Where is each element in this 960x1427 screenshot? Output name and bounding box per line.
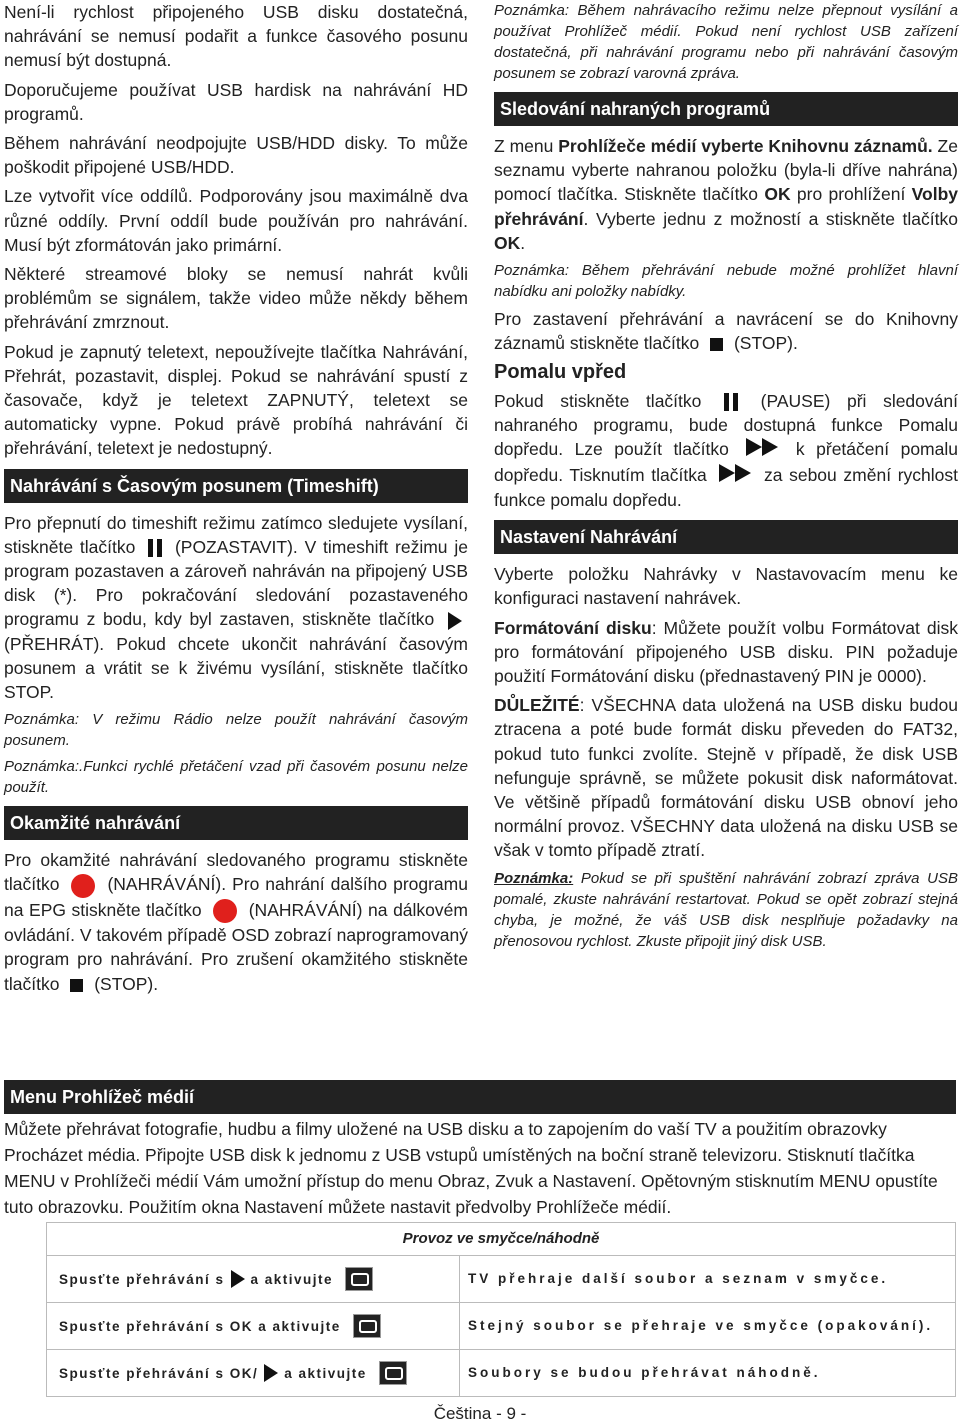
- text: DŮLEŽITÉ: [494, 695, 580, 716]
- page-footer: Čeština - 9 -: [433, 1404, 527, 1423]
- play-icon: [231, 1270, 245, 1288]
- fast-forward-icon: [719, 464, 751, 488]
- text: Pro zastavení přehrávání a navrácení se do Knihovny záznamů stiskněte tlačítko: [494, 309, 958, 354]
- text: (STOP).: [733, 333, 798, 354]
- paragraph: Není-li rychlost připojeného USB disku dostatečná, nahrávání se nemusí podařit a funkce časového posunu nemusí být dostupná.: [4, 2, 468, 71]
- text: Pro okamžité nahrávání sledovaného programu stiskněte tlačítko: [4, 850, 468, 895]
- format-paragraph: [494, 616, 958, 689]
- text: a aktivujte: [250, 1271, 334, 1287]
- timeshift-heading: Nahrávání s Časovým posunem (Timeshift): [4, 469, 468, 503]
- text: : VŠECHNA data uložená na USB disku budou ztracena a poté bude formát disku převeden do FAT32, pokud tuto funkci zvolíte. Stejně v případě, že disk USB nefunguje správně, se můžete pokusit disk naformátovat. Ve většině případů formátování disku USB obnoví jeho normální provoz. VŠECHNY data uložená na disku USB se však v tomto případě ztratí.: [494, 695, 958, 861]
- text: Poznámka:: [494, 869, 574, 887]
- stop-paragraph: [494, 307, 958, 355]
- play-icon: [448, 612, 462, 630]
- watch-paragraph: Z menu Prohlížeče médií vyberte Knihovnu záznamů. Ze seznamu vyberte nahranou položku (byla-li dříve nahrána) pomocí tlačítka. Stiskněte tlačítko OK pro prohlížení Volby přehrávání. Vyberte jednu z možností a stiskněte tlačítko OK.: [494, 136, 959, 253]
- note: Poznámka: Během přehrávání nebude možné prohlížet hlavní nabídku ani položky nabídky.: [494, 262, 958, 301]
- text: (STOP).: [94, 973, 159, 994]
- instant-paragraph: [4, 848, 468, 996]
- table-cell: [47, 1361, 459, 1385]
- instant-recording-heading: Okamžité nahrávání: [4, 806, 468, 840]
- text: Pro přepnutí do timeshift režimu zatímco sledujete vysílaní, stiskněte tlačítko: [4, 512, 468, 557]
- record-icon: [213, 899, 237, 923]
- record-icon: [71, 874, 95, 898]
- pause-icon: [148, 539, 162, 557]
- table-row: [47, 1256, 955, 1303]
- note: Poznámka: Během nahrávacího režimu nelze přepnout vysílání a používat Prohlížeč médií. Pokud není rychlost USB zařízení dostatečná, při nahrávání programu nebo při nahrávání časovým posunem se zobrazí varovná zpráva.: [494, 2, 958, 82]
- text: k přetáčení pomalu dopředu. Tisknutím tlačítka: [494, 439, 958, 485]
- table-cell: [47, 1267, 459, 1291]
- right-column: [494, 0, 958, 957]
- text: Pokud stiskněte tlačítko: [494, 390, 702, 411]
- table-header: Provoz ve smyčce/náhodně: [47, 1223, 955, 1256]
- fast-forward-icon: [746, 438, 778, 462]
- text: : Můžete použít volbu Formátovat disk pro formátování připojeného USB disku. PIN požaduje použití Formátování disku (přednastavený PIN je 0000).: [494, 617, 958, 686]
- text: Ze seznamu vyberte nahranou položku (byla-li dříve nahrána) pomocí tlačítka. Stiskněte tlačítko: [494, 136, 958, 205]
- table-cell: [47, 1314, 459, 1338]
- recording-settings-heading: Nastavení Nahrávání: [494, 520, 958, 554]
- note: Poznámka:.Funkci rychlé přetáčení vzad při časovém posunu nelze použít.: [4, 758, 468, 797]
- paragraph: Některé streamové bloky se nemusí nahrát kvůli problémům se signálem, takže video může někdy během přehrávání zmrznout.: [4, 264, 468, 333]
- loop-icon: [345, 1267, 373, 1291]
- note: [494, 868, 958, 952]
- text: Z menu: [494, 136, 554, 156]
- loop-random-table: [46, 1222, 956, 1397]
- text: (POZASTAVIT). V timeshift režimu je program pozastaven a zároveň nahráván na připojený USB disk (*). Pro pokračování sledování pozastaveného programu z bodu, kdy byl zastaven, stiskněte tlačítko: [4, 536, 468, 630]
- left-column: [4, 0, 468, 1001]
- text: Spusťte přehrávání s OK/: [59, 1365, 259, 1381]
- paragraph: Pokud je zapnutý teletext, nepoužívejte tlačítka Nahrávání, Přehrát, pozastavit, displej. Pokud se nahrávání spustí z časovače, když je teletext ZAPNUTÝ, teletext se automaticky vypne. Pokud právě probíhá nahrávání či přehrávání, teletext je nedostupný.: [4, 341, 468, 459]
- slow-forward-heading: Pomalu vpřed: [494, 361, 627, 384]
- text: Volby přehrávání: [494, 184, 959, 229]
- text: pro prohlížení: [796, 184, 906, 205]
- paragraph: Můžete přehrávat fotografie, hudbu a filmy uložené na USB disku a to zapojením do vaší TV a použitím obrazovky Procházet média. Připojte USB disk k jednomu z USB vstupů umístěných na boční straně televizoru. Stisknutí tlačítka MENU v Prohlížeči médií Vám umožní přístup do menu Obraz, Zvuk a Nastavení. Opětovným stisknutím MENU opustíte tuto obrazovku. Použitím okna Nastavení můžete nastavit předvolby Prohlížeče médií.: [4, 1119, 938, 1217]
- text: (PAUSE) při sledování nahraného programu, bude dostupná funkce Pomalu dopředu. Lze použít tlačítko: [494, 390, 958, 460]
- text: Pokud se při spuštění nahrávání zobrazí zpráva USB pomalé, zkuste nahrávání restartovat. Pokud se opět zobrazí stejná chyba, je možné, že váš USB disk nesplňuje požadavky na přenosovou rychlost. Zkuste připojit jiný disk USB.: [494, 869, 958, 950]
- text: (NAHRÁVÁNÍ) na dálkovém ovládání. V takovém případě OSD zobrazí naprogramovaný program pro nahrávání. Pro zrušení okamžitého stiskněte tlačítko: [4, 899, 468, 994]
- paragraph: Lze vytvořit více oddílů. Podporovány jsou maximálně dva různé oddíly. První oddíl bude používán pro nahrávání. Musí být zformátován jako primární.: [4, 186, 468, 255]
- shuffle-icon: [379, 1361, 407, 1385]
- table-row: [47, 1350, 955, 1396]
- paragraph: Během nahrávání neodpojujte USB/HDD disky. To může poškodit připojené USB/HDD.: [4, 133, 468, 178]
- text: Spusťte přehrávání s: [59, 1271, 225, 1287]
- table-row: [47, 1303, 955, 1350]
- text: za sebou změní rychlost funkce pomalu dopředu.: [494, 464, 958, 510]
- text: (PŘEHRÁT). Pokud chcete ukončit nahrávání časovým posunem a vrátit se k živému vysílání, stiskněte tlačítko STOP.: [4, 633, 468, 703]
- loop-icon: [353, 1314, 381, 1338]
- text: OK: [494, 232, 521, 253]
- text: OK: [764, 184, 791, 205]
- stop-icon: [710, 338, 723, 351]
- important-paragraph: [494, 693, 958, 862]
- text: . Vyberte jednu z možností a stiskněte tlačítko: [583, 208, 958, 229]
- media-browser-section: [4, 1080, 956, 1220]
- text: Formátování disku: [494, 617, 652, 638]
- table-cell: TV přehraje další soubor a seznam v smyčce.: [459, 1256, 955, 1302]
- pause-icon: [724, 393, 738, 411]
- text: Prohlížeče médií vyberte Knihovnu záznamů.: [558, 136, 933, 156]
- paragraph: Vyberte položku Nahrávky v Nastavovacím menu ke konfiguraci nastavení nahrávek.: [494, 564, 958, 609]
- note: Poznámka: V režimu Rádio nelze použít nahrávání časovým posunem.: [4, 711, 468, 750]
- table-cell: Stejný soubor se přehraje ve smyčce (opakování).: [459, 1303, 955, 1349]
- paragraph: Doporučujeme používat USB hardisk na nahrávání HD programů.: [4, 79, 468, 124]
- text: (NAHRÁVÁNÍ). Pro nahrání dalšího programu na EPG stiskněte tlačítko: [4, 874, 468, 920]
- slow-paragraph: [494, 389, 958, 513]
- table-cell: Soubory se budou přehrávat náhodně.: [459, 1350, 955, 1396]
- watch-recordings-heading: Sledování nahraných programů: [494, 92, 958, 126]
- text: Spusťte přehrávání s OK a aktivujte: [59, 1318, 341, 1334]
- stop-icon: [70, 979, 83, 992]
- text: a aktivujte: [284, 1365, 367, 1381]
- play-icon: [264, 1364, 278, 1382]
- media-browser-heading: Menu Prohlížeč médií: [4, 1080, 956, 1114]
- timeshift-paragraph: [4, 511, 468, 705]
